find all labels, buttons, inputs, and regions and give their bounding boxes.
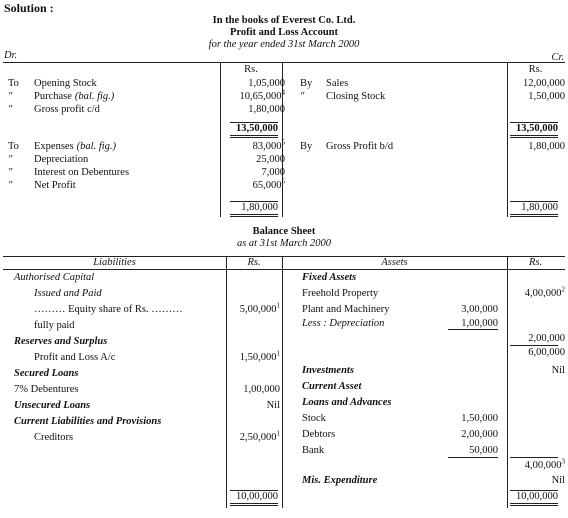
asset-label-text: Less : Depreciation [302, 318, 385, 329]
pl-row-amount [510, 141, 565, 153]
liability-amount [220, 384, 280, 396]
bs-date: as at 31st March 2000 [236, 238, 332, 249]
bs-header-rule [3, 269, 565, 270]
liability-amount-note: 1 [276, 349, 280, 358]
pl-row-label-text: Net Profit [34, 180, 76, 191]
bs-rule [230, 505, 278, 506]
pl-rule [230, 137, 278, 138]
pl-row-label [34, 104, 100, 116]
asset-sub-amount: 50,000 [469, 445, 498, 456]
pl-row-label [326, 91, 385, 103]
asset-amount [505, 365, 565, 377]
asset-amount-note: 2 [561, 285, 565, 294]
liability-label: Issued and Paid [34, 288, 102, 299]
pl-row-note: (bal. fig.) [76, 141, 117, 152]
pl-row-amount-value: 25,000 [256, 154, 285, 165]
asset-amount-value: Nil [551, 475, 565, 486]
asset-label: Bank [302, 445, 325, 456]
pl-row-amount [230, 154, 285, 166]
bs-assets-total: 10,00,000 [516, 491, 558, 502]
pl-row-amount [230, 88, 285, 103]
pl-rs-credit: Rs. [528, 64, 543, 75]
asset-amount [505, 457, 565, 472]
pl-col-line-1 [220, 62, 221, 217]
pl-row-amount [230, 177, 285, 192]
asset-label: Stock [302, 413, 326, 424]
asset-sub-amount: 3,00,000 [461, 304, 498, 315]
bs-header-rs1: Rs. [247, 257, 261, 268]
pl-row-label-text: Gross profit c/d [34, 104, 100, 115]
bs-col-line-1 [226, 256, 227, 508]
pl-row-label-text: Interest on Debentures [34, 167, 130, 178]
liability-amount-value: 1,00,000 [243, 384, 280, 395]
pl-row-label [34, 167, 129, 179]
pl-row-amount [230, 167, 285, 179]
asset-sub-amount: 1,50,000 [461, 413, 498, 424]
pl-company: In the books of Everest Co. Ltd. [212, 15, 356, 26]
bs-liabilities-total: 10,00,000 [236, 491, 278, 502]
asset-label: Fixed Assets [302, 272, 357, 283]
bs-rule [230, 503, 278, 504]
pl-row-prefix: ″ [300, 91, 305, 102]
bs-header-assets: Assets [381, 257, 408, 268]
liability-label: Reserves and Surplus [14, 336, 108, 347]
pl-row-amount-value: 10,65,000 [239, 91, 282, 102]
pl-top-rule [3, 62, 565, 63]
pl-row-amount-value: 65,000 [252, 180, 282, 191]
pl-row-prefix: By [300, 78, 313, 89]
pl-row-amount-note: 5 [281, 177, 285, 186]
pl-row-label [34, 154, 88, 166]
liability-amount-value: 2,50,000 [239, 432, 277, 443]
pl-row-amount-value: 1,05,000 [248, 78, 285, 89]
asset-amount-value: 6,00,000 [528, 347, 565, 358]
asset-label: Freehold Property [302, 288, 379, 299]
liability-amount-note: 1 [276, 429, 280, 438]
pl-row-label-text: Closing Stock [326, 91, 386, 102]
pl-row-amount-note: 4 [281, 88, 285, 97]
pl-row-prefix: To [8, 78, 19, 89]
bs-col-line-2 [282, 256, 283, 508]
bs-rule [510, 345, 558, 346]
asset-amount-value: 4,00,000 [524, 288, 562, 299]
asset-amount-value: 2,00,000 [528, 333, 565, 344]
pl-row-label [34, 180, 76, 192]
pl-rule [230, 216, 278, 217]
pl-debit-top-total: 13,50,000 [236, 123, 278, 134]
asset-sub-amount: 2,00,000 [461, 429, 498, 440]
liability-label: Secured Loans [14, 368, 79, 379]
liability-label: Current Liabilities and Provisions [14, 416, 162, 427]
pl-title: Profit and Loss Account [229, 27, 339, 38]
liability-amount [220, 429, 280, 444]
asset-label: Investments [302, 365, 354, 376]
pl-row-label-text: Depreciation [34, 154, 89, 165]
pl-col-line-3 [507, 62, 508, 217]
liability-label: fully paid [34, 320, 75, 331]
pl-row-label [326, 141, 393, 153]
pl-row-amount-value: 12,00,000 [523, 78, 565, 89]
liability-label: Creditors [34, 432, 74, 443]
liability-label: ……… Equity share of Rs. ……… [34, 304, 183, 315]
pl-rule [510, 137, 558, 138]
pl-row-label-text: Opening Stock [34, 78, 97, 89]
pl-row-amount [230, 78, 285, 90]
pl-row-label-text: Gross Profit b/d [326, 141, 394, 152]
pl-row-prefix: By [300, 141, 313, 152]
pl-row-prefix: ″ [8, 167, 13, 178]
solution-heading: Solution : [4, 1, 54, 15]
liability-amount [220, 301, 280, 316]
pl-row-amount-value: 83,000 [252, 141, 282, 152]
asset-label: Plant and Machinery [302, 304, 390, 315]
pl-row-amount-value: 1,80,000 [248, 104, 285, 115]
liability-amount [220, 349, 280, 364]
pl-row-label-text: Purchase [34, 91, 72, 102]
pl-rule [510, 135, 558, 136]
liability-amount-note: 1 [276, 301, 280, 310]
pl-row-amount-note: 5 [281, 138, 285, 147]
asset-amount-value: 4,00,000 [524, 460, 562, 471]
pl-rule [230, 135, 278, 136]
liability-amount-value: 5,00,000 [239, 304, 277, 315]
bs-header-liabilities: Liabilities [93, 257, 136, 268]
bs-header-rs2: Rs. [528, 257, 543, 268]
pl-row-label [34, 91, 114, 103]
pl-row-prefix: ″ [8, 91, 13, 102]
asset-amount [505, 285, 565, 300]
pl-row-label-text: Sales [326, 78, 349, 89]
cr-label: Cr. [551, 52, 564, 63]
bs-title: Balance Sheet [252, 226, 316, 237]
pl-row-amount-value: 1,80,000 [528, 141, 565, 152]
pl-row-prefix: ″ [8, 180, 13, 191]
bs-rule [448, 457, 498, 458]
pl-row-label [326, 78, 348, 90]
liability-label: Authorised Capital [14, 272, 95, 283]
asset-amount-value: Nil [551, 365, 565, 376]
asset-label: Mis. Expenditure [302, 475, 378, 486]
asset-amount [505, 333, 565, 345]
asset-sub-amount: 1,00,000 [461, 318, 498, 329]
bs-rule [510, 505, 558, 506]
pl-rule [510, 216, 558, 217]
pl-row-label-text: Expenses [34, 141, 74, 152]
pl-credit-top-total: 13,50,000 [516, 123, 558, 134]
pl-row-prefix: ″ [8, 104, 13, 115]
pl-row-amount [230, 104, 285, 116]
asset-amount [505, 347, 565, 359]
pl-row-amount-value: 1,50,000 [528, 91, 565, 102]
liability-amount [220, 400, 280, 412]
pl-row-prefix: To [8, 141, 19, 152]
bs-rule [510, 503, 558, 504]
pl-rs-debit: Rs. [244, 64, 258, 75]
liability-label: Profit and Loss A/c [34, 352, 116, 363]
pl-row-prefix: ″ [8, 154, 13, 165]
liability-label: Unsecured Loans [14, 400, 91, 411]
asset-label [302, 318, 384, 330]
pl-row-label [34, 141, 116, 153]
pl-row-note: (bal. fig.) [74, 91, 115, 102]
liability-amount-value: 1,50,000 [239, 352, 277, 363]
pl-row-amount [510, 78, 565, 90]
pl-period: for the year ended 31st March 2000 [208, 39, 360, 50]
bs-rule [510, 457, 558, 458]
asset-label: Current Asset [302, 381, 362, 392]
pl-row-amount [230, 138, 285, 153]
asset-amount-note: 3 [561, 457, 565, 466]
pl-row-label [34, 78, 97, 90]
asset-label: Debtors [302, 429, 336, 440]
pl-rule [230, 214, 278, 215]
asset-amount [505, 475, 565, 487]
pl-row-amount-value: 7,000 [261, 167, 285, 178]
asset-label: Loans and Advances [302, 397, 392, 408]
pl-debit-bottom-total: 1,80,000 [241, 202, 278, 213]
pl-row-amount [510, 91, 565, 103]
liability-amount-value: Nil [266, 400, 280, 411]
pl-rule [510, 214, 558, 215]
dr-label: Dr. [4, 50, 18, 61]
bs-rule [448, 329, 498, 330]
pl-credit-bottom-total: 1,80,000 [521, 202, 558, 213]
liability-label: 7% Debentures [14, 384, 79, 395]
